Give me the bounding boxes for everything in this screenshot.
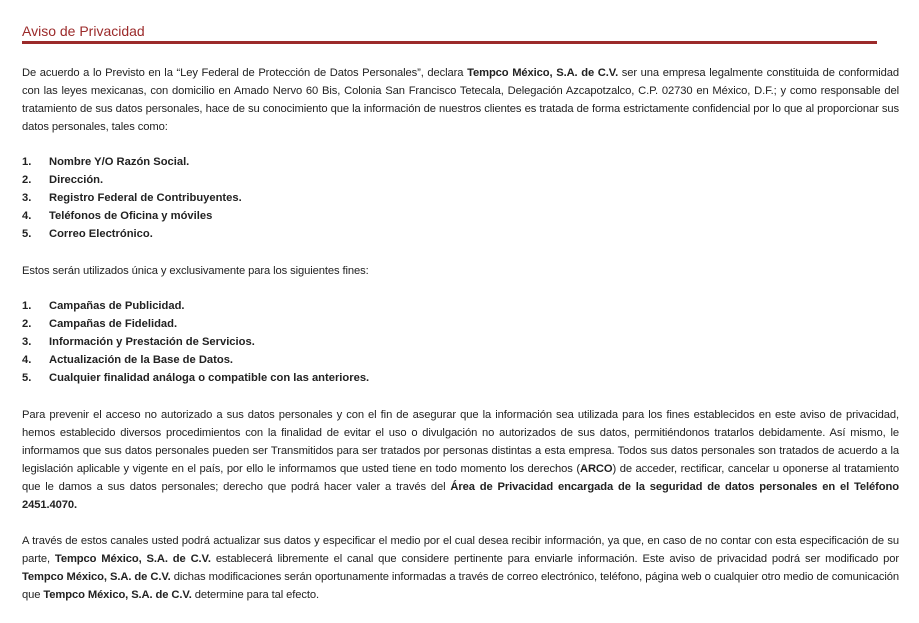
list-item — [22, 207, 899, 225]
list-number: 2. — [22, 174, 32, 186]
privacy-notice — [22, 22, 899, 604]
company-name: Tempco México, S.A. de C.V. — [467, 67, 619, 79]
list-number: 5. — [22, 228, 32, 240]
list-label: Actualización de la Base de Datos. — [49, 354, 234, 366]
arco-label: ARCO — [579, 463, 613, 475]
privacy-area-contact: Área de Privacidad encargada de la seguridad de datos personales en el Teléfono 2451.4070. — [22, 481, 899, 511]
protection-text-2: ) de acceder, rectificar, cancelar u oponerse al tratamiento que le damos a sus datos personales; derecho que podrá hacer valer a través del — [22, 463, 899, 493]
protection-paragraph — [22, 406, 899, 514]
list-number: 5. — [22, 372, 32, 384]
list-label: Correo Electrónico. — [49, 228, 153, 240]
list-item — [22, 225, 899, 243]
list-item — [22, 189, 899, 207]
list-item — [22, 369, 899, 387]
list-label: Cualquier finalidad análoga o compatible con las anteriores. — [49, 372, 370, 384]
list-label: Dirección. — [49, 174, 104, 186]
list-item — [22, 297, 899, 315]
intro-text-1: De acuerdo a lo Previsto en la “Ley Federal de Protección de Datos Personales”, declara — [22, 67, 468, 79]
channels-text-4: determine para tal efecto. — [191, 589, 320, 601]
purposes-list — [22, 297, 899, 387]
list-item — [22, 351, 899, 369]
intro-text-2: ser una empresa legalmente constituida de conformidad con las leyes mexicanas, con domicilio en Amado Nervo 60 Bis, Colonia San Francisco Tetecala, Delegación Azcapotzalco, C.P. 02730 en México, D.F.; y como responsable del tratamiento de sus datos personales, hace de su conocimiento que la información de nuestros clientes es tratada de forma estrictamente confidencial por lo que al proporcionar sus datos personales, tales como: — [22, 67, 900, 133]
list-label: Campañas de Fidelidad. — [49, 318, 178, 330]
page-title: Aviso de Privacidad — [22, 23, 145, 39]
personal-data-list — [22, 153, 899, 243]
channels-text-2: establecerá libremente el canal que considere pertinente para enviarle información. Este aviso de privacidad podrá ser modificado por — [210, 553, 899, 565]
protection-text-1: Para prevenir el acceso no autorizado a sus datos personales y con el fin de asegurar que la información sea utilizada para los fines establecidos en este aviso de privacidad, hemos establecido diversos procedimientos con la finalidad de evitar el uso o divulgación no autorizados de sus datos, permitiéndonos tratarlos debidamente. Así mismo, le informamos que sus datos personales pueden ser Transmitidos para ser tratados por personas distintas a esta empresa. Todos sus datos personales son tratados de acuerdo a la legislación aplicable y vigente en el país, por ello le informamos que usted tiene en todo momento los derechos ( — [22, 409, 899, 475]
list-label: Nombre Y/O Razón Social. — [49, 156, 190, 168]
intro-paragraph — [22, 64, 899, 136]
channels-text-3: dichas modificaciones serán oportunamente informadas a través de correo electrónico, teléfono, página web o cualquier otro medio de comunicación que — [22, 571, 900, 601]
list-label: Registro Federal de Contribuyentes. — [49, 192, 242, 204]
list-number: 4. — [22, 354, 32, 366]
list-number: 1. — [22, 300, 32, 312]
list-item — [22, 333, 899, 351]
company-name: Tempco México, S.A. de C.V. — [22, 571, 171, 583]
list-label: Información y Prestación de Servicios. — [49, 336, 255, 348]
company-name: Tempco México, S.A. de C.V. — [54, 553, 211, 565]
channels-text-1: A través de estos canales usted podrá actualizar sus datos y especificar el medio por el cual desea recibir información, ya que, en caso de no contar con esta especificación de su parte, — [22, 535, 899, 565]
channels-paragraph — [22, 532, 899, 604]
list-number: 4. — [22, 210, 32, 222]
purposes-intro: Estos serán utilizados única y exclusivamente para los siguientes fines: — [22, 265, 369, 277]
title-underline — [22, 22, 877, 44]
list-label: Teléfonos de Oficina y móviles — [49, 210, 213, 222]
company-name: Tempco México, S.A. de C.V. — [43, 589, 192, 601]
list-item — [22, 315, 899, 333]
list-number: 3. — [22, 336, 32, 348]
list-label: Campañas de Publicidad. — [49, 300, 185, 312]
list-number: 1. — [22, 156, 32, 168]
list-item — [22, 171, 899, 189]
list-number: 3. — [22, 192, 32, 204]
list-number: 2. — [22, 318, 32, 330]
list-item — [22, 153, 899, 171]
